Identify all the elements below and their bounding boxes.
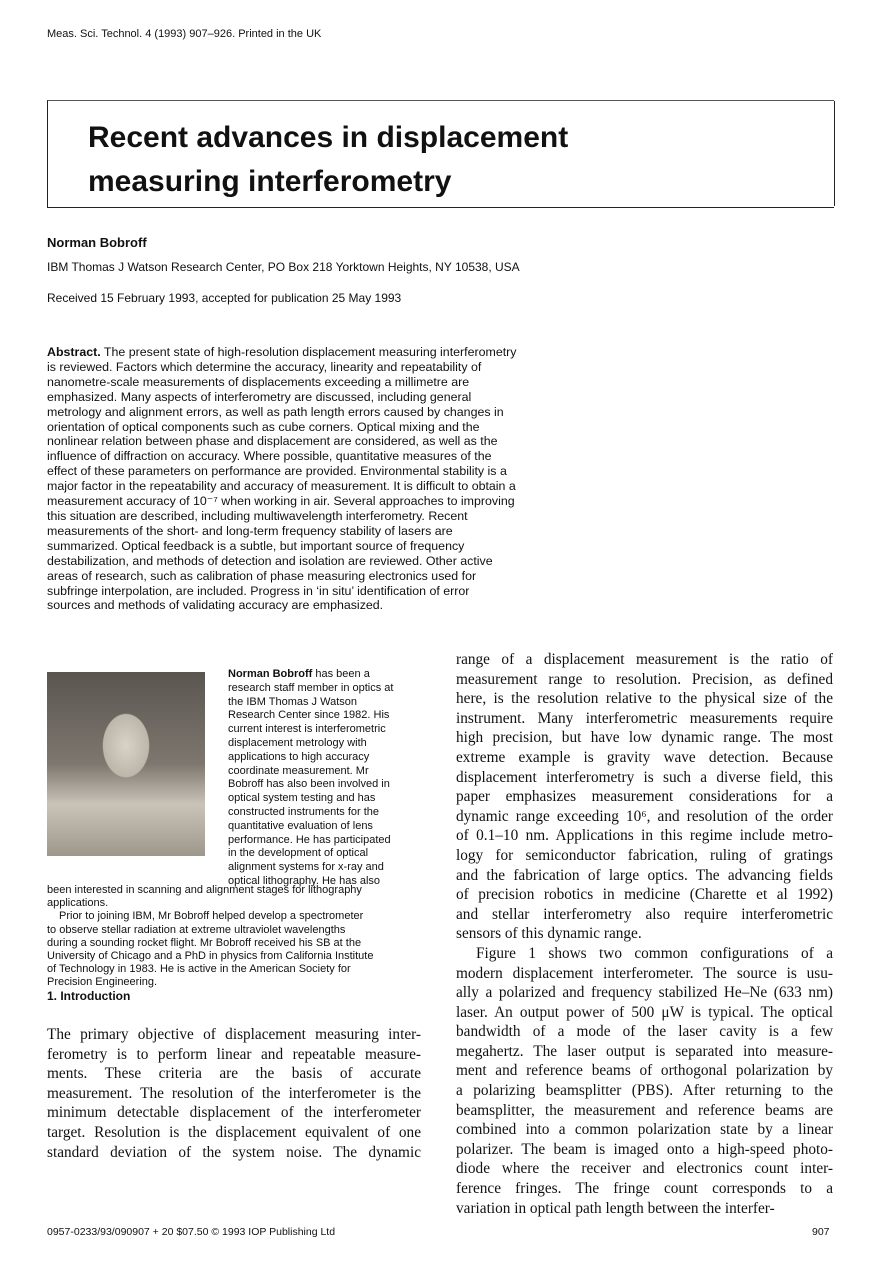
title-line: measuring interferometry: [88, 165, 452, 198]
text-line: extreme example is gravity wave detection. Because: [456, 748, 833, 766]
text-line: high precision, but have low dynamic range. The most: [456, 729, 833, 747]
text-line: measurements of the short- and long-term frequency stability of lasers are: [47, 523, 453, 538]
text-line: sensors of this dynamic range.: [456, 925, 642, 943]
text-line: performance. He has participated: [228, 833, 391, 846]
text-line: of precision robotics in medicine (Charette et al 1992): [456, 886, 833, 904]
text-line: orientation of optical components such as cube corners. Optical mixing and the: [47, 419, 480, 434]
text-line: dynamic range exceeding 10⁶, and resolution of the order: [456, 807, 833, 825]
title-line: Recent advances in displacement: [88, 121, 569, 154]
text-span: The present state of high-resolution displacement measuring interferometry: [100, 345, 517, 359]
text-line: measurement. The resolution of the interferometer is the: [47, 1084, 421, 1102]
text-line: nanometre-scale measurements of displacements exceeding a millimetre are: [47, 374, 470, 389]
text-line: [47, 345, 571, 360]
text-line: megahertz. The laser output is separated into measure-: [456, 1042, 833, 1060]
text-line: ally a polarized and frequency stabilized He–Ne (633 nm): [456, 984, 833, 1002]
text-line: minimum detectable displacement of the interferometer: [47, 1104, 421, 1122]
intro-text: [47, 1025, 421, 1162]
text-line: Prior to joining IBM, Mr Bobroff helped develop a spectrometer: [59, 910, 364, 923]
text-line: logy for semiconductor fabrication, ruling of gratings: [456, 846, 833, 864]
abstract: [47, 345, 571, 613]
text-line: summarized. Optical feedback is a subtle, but important source of frequency: [47, 538, 465, 553]
text-line: subfringe interpolation, are included. Progress in ‘in situ’ identification of error: [47, 583, 470, 598]
text-line: beamsplitter, the measurement and reference beams are: [456, 1101, 833, 1119]
text-line: applications.: [47, 897, 109, 910]
author-bio: [228, 668, 428, 889]
text-line: diode where the receiver and electronics count inter-: [456, 1160, 833, 1178]
text-line: combined into a common polarization state by a linear: [456, 1121, 833, 1139]
bold-lead: Norman Bobroff: [228, 668, 313, 680]
received-dates: Received 15 February 1993, accepted for publication 25 May 1993: [47, 291, 402, 305]
text-line: Figure 1 shows two common configurations of a: [476, 944, 833, 962]
text-line: areas of research, such as calibration of phase measuring electronics used for: [47, 568, 477, 583]
text-line: a polarizing beamsplitter (PBS). After returning to the: [456, 1082, 833, 1100]
text-line: Research Center since 1982. His: [228, 709, 390, 722]
text-line: optical lithography. He has also: [228, 874, 381, 887]
text-line: this situation are described, including multiwavelength interferometry. Recent: [47, 508, 468, 523]
text-line: ment and reference beams of orthogonal polarization by: [456, 1062, 833, 1080]
text-line: of 0.1–10 nm. Applications in this regime include metro-: [456, 827, 833, 845]
text-line: major factor in the repeatability and accuracy of measurement. It is difficult to obtain a: [47, 479, 516, 494]
text-line: range of a displacement measurement is the ratio of: [456, 651, 833, 668]
text-line: variation in optical path length between the interfer-: [456, 1199, 775, 1217]
text-line: nonlinear relation between phase and displacement are considered, as well as the: [47, 434, 498, 449]
text-line: target. Resolution is the displacement equivalent of one: [47, 1123, 421, 1141]
text-line: optical system testing and has: [228, 792, 376, 805]
text-line: metrology and alignment errors, as well as path length errors caused by changes in: [47, 404, 504, 419]
text-line: quantitative evaluation of lens: [228, 819, 373, 832]
text-span: has been a: [312, 668, 370, 680]
author-bio-continued: [47, 884, 432, 990]
text-line: current interest is interferometric: [228, 723, 386, 736]
text-line: in the development of optical: [228, 847, 369, 860]
text-line: laser. An output power of 500 μW is typical. The optical: [456, 1003, 833, 1021]
text-line: Precision Engineering.: [47, 976, 158, 989]
paper-title: [88, 116, 568, 204]
text-line: standard deviation of the system noise. The dynamic: [47, 1143, 421, 1161]
text-line: influence of diffraction on accuracy. Where possible, quantitative measures of the: [47, 449, 492, 464]
author-name: Norman Bobroff: [47, 235, 147, 250]
text-line: instrument. Many interferometric measurements require: [456, 709, 833, 727]
text-line: during a sounding rocket flight. Mr Bobroff received his SB at the: [47, 936, 362, 949]
text-line: displacement interferometry is such a diverse field, this: [456, 768, 833, 786]
text-line: and the fabrication of large optics. The advancing fields: [456, 866, 833, 884]
text-line: modern displacement interferometer. The source is usu-: [456, 964, 833, 982]
text-line: emphasized. Many aspects of interferometry are discussed, including general: [47, 389, 472, 404]
text-line: [228, 668, 428, 682]
text-line: constructed instruments for the: [228, 805, 380, 818]
affiliation: IBM Thomas J Watson Research Center, PO Box 218 Yorktown Heights, NY 10538, USA: [47, 260, 520, 274]
page-number: 907: [812, 1226, 830, 1238]
text-line: ferometry is to perform linear and repeatable measure-: [47, 1045, 421, 1063]
author-photo: [47, 672, 205, 856]
text-line: here, is the resolution relative to the physical size of the: [456, 690, 833, 708]
text-line: to observe stellar radiation at extreme ultraviolet wavelengths: [47, 923, 346, 936]
text-line: paper emphasizes measurement considerations for a: [456, 788, 833, 806]
text-line: is reviewed. Factors which determine the accuracy, linearity and repeatability of: [47, 359, 482, 374]
bold-lead: Abstract.: [47, 345, 101, 359]
text-line: polarizer. The beam is imaged onto a high-speed photo-: [456, 1140, 833, 1158]
text-line: of Technology in 1983. He is active in the American Society for: [47, 963, 351, 976]
text-line: University of Chicago and a PhD in physics from California Institute: [47, 950, 374, 963]
text-line: measurement accuracy of 10⁻⁷ when working in air. Several approaches to improving: [47, 494, 515, 509]
text-line: displacement metrology with: [228, 736, 367, 749]
text-line: alignment systems for x-ray and: [228, 861, 384, 874]
text-line: ference fringes. The fringe count corresponds to a: [456, 1180, 833, 1198]
text-line: and stellar interferometry also require interferometric: [456, 905, 833, 923]
text-line: been interested in scanning and alignment stages for lithography: [47, 884, 362, 896]
text-line: ments. These criteria are the basis of accurate: [47, 1065, 421, 1083]
text-line: research staff member in optics at: [228, 681, 394, 694]
text-line: bandwidth of a mode of the laser cavity is a few: [456, 1023, 833, 1041]
text-line: the IBM Thomas J Watson: [228, 695, 357, 708]
text-line: effect of these parameters on performance are provided. Environmental stability is a: [47, 464, 507, 479]
text-line: Bobroff has also been involved in: [228, 778, 390, 791]
text-line: measurement range to resolution. Precision, as defined: [456, 670, 833, 688]
footer-copyright: 0957-0233/93/090907 + 20 $07.50 © 1993 IOP Publishing Ltd: [47, 1226, 336, 1238]
text-line: destabilization, and methods of detection and isolation are reviewed. Other active: [47, 553, 493, 568]
text-line: The primary objective of displacement measuring inter-: [47, 1026, 421, 1043]
section-heading: 1. Introduction: [47, 989, 131, 1003]
journal-header: Meas. Sci. Technol. 4 (1993) 907–926. Printed in the UK: [47, 28, 322, 40]
right-column-text: [456, 650, 833, 1218]
text-line: applications to high accuracy: [228, 750, 370, 763]
text-line: coordinate measurement. Mr: [228, 764, 369, 777]
text-line: sources and methods of validating accuracy are emphasized.: [47, 598, 384, 613]
